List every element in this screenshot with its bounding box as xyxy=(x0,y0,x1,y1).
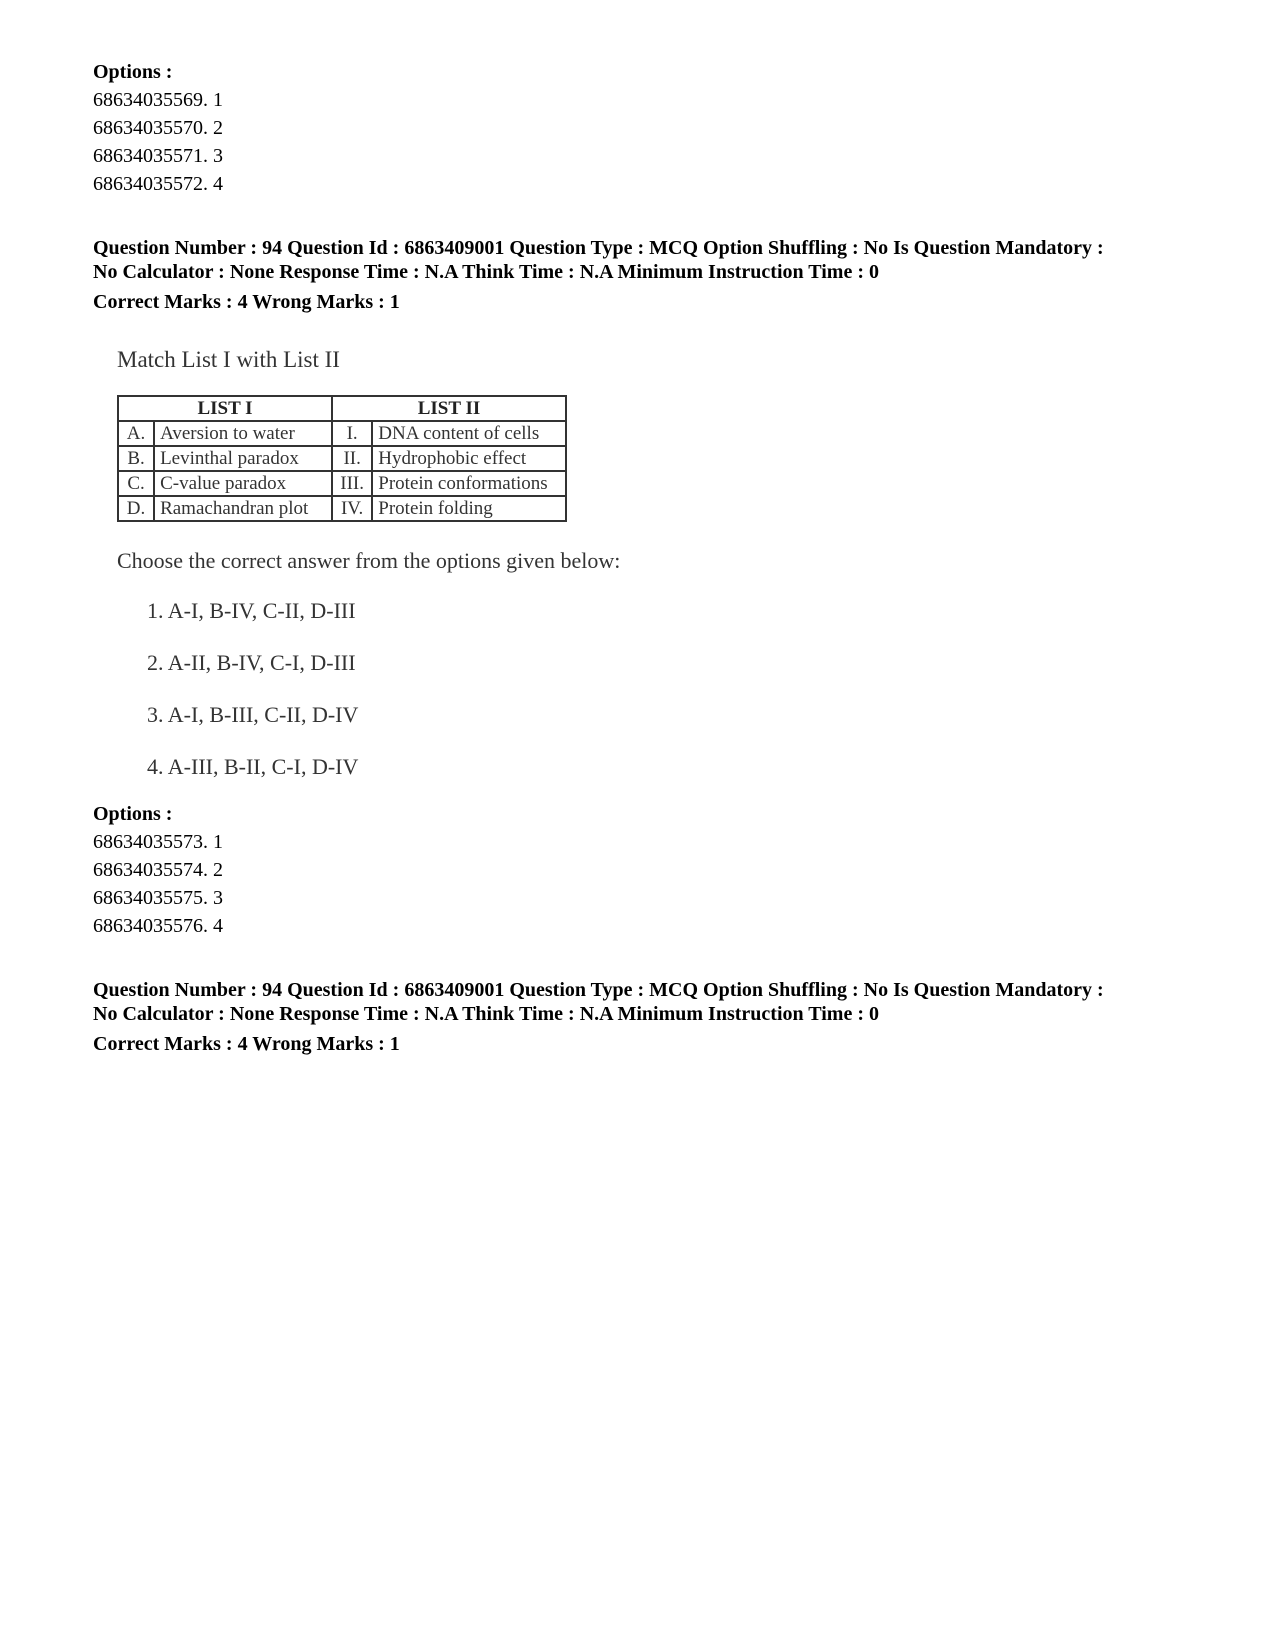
option-item: 68634035569. 1 xyxy=(93,89,223,111)
option-item: 68634035570. 2 xyxy=(93,117,223,139)
table-row xyxy=(118,471,566,496)
question-header xyxy=(93,978,1104,1058)
row-letter: C. xyxy=(118,471,154,496)
options-heading: Options : xyxy=(93,803,173,825)
row-roman: II. xyxy=(332,446,372,471)
row-letter: B. xyxy=(118,446,154,471)
question-header-line-2: No Calculator : None Response Time : N.A Think Time : N.A Minimum Instruction Time : 0 xyxy=(93,1003,879,1025)
table-row xyxy=(118,421,566,446)
row-roman: III. xyxy=(332,471,372,496)
row-match: DNA content of cells xyxy=(372,421,566,446)
row-letter: D. xyxy=(118,496,154,521)
table-row xyxy=(118,496,566,521)
answer-choice: 4. A-III, B-II, C-I, D-IV xyxy=(147,754,359,779)
question-header-line-1: Question Number : 94 Question Id : 6863409001 Question Type : MCQ Option Shuffling : No Is Question Mandatory : xyxy=(93,979,1104,1001)
row-item: Ramachandran plot xyxy=(154,496,332,521)
table-row xyxy=(118,446,566,471)
row-letter: A. xyxy=(118,421,154,446)
option-item: 68634035572. 4 xyxy=(93,173,223,195)
answer-choices xyxy=(147,596,620,782)
option-item: 68634035576. 4 xyxy=(93,915,223,937)
row-item: C-value paradox xyxy=(154,471,332,496)
list1-header: LIST I xyxy=(118,396,332,421)
row-match: Hydrophobic effect xyxy=(372,446,566,471)
row-roman: IV. xyxy=(332,496,372,521)
answer-choice: 1. A-I, B-IV, C-II, D-III xyxy=(147,598,356,623)
question-marks: Correct Marks : 4 Wrong Marks : 1 xyxy=(93,1033,400,1055)
row-match: Protein folding xyxy=(372,496,566,521)
top-options-section xyxy=(93,58,223,198)
question-marks: Correct Marks : 4 Wrong Marks : 1 xyxy=(93,291,400,313)
options-heading: Options : xyxy=(93,61,173,83)
answer-choice: 2. A-II, B-IV, C-I, D-III xyxy=(147,650,356,675)
question-content xyxy=(117,345,620,804)
match-table xyxy=(117,395,567,522)
question-header xyxy=(93,236,1104,316)
option-item: 68634035571. 3 xyxy=(93,145,223,167)
option-item: 68634035573. 1 xyxy=(93,831,223,853)
question-instruction: Choose the correct answer from the options given below: xyxy=(117,548,621,573)
row-roman: I. xyxy=(332,421,372,446)
answer-choice: 3. A-I, B-III, C-II, D-IV xyxy=(147,702,359,727)
row-match: Protein conformations xyxy=(372,471,566,496)
row-item: Aversion to water xyxy=(154,421,332,446)
option-item: 68634035575. 3 xyxy=(93,887,223,909)
question-header-line-2: No Calculator : None Response Time : N.A Think Time : N.A Minimum Instruction Time : 0 xyxy=(93,261,879,283)
row-item: Levinthal paradox xyxy=(154,446,332,471)
table-header-row xyxy=(118,396,566,421)
question-header-line-1: Question Number : 94 Question Id : 6863409001 Question Type : MCQ Option Shuffling : No Is Question Mandatory : xyxy=(93,237,1104,259)
list2-header: LIST II xyxy=(332,396,566,421)
option-item: 68634035574. 2 xyxy=(93,859,223,881)
question-options-section xyxy=(93,800,223,940)
question-prompt: Match List I with List II xyxy=(117,347,340,372)
